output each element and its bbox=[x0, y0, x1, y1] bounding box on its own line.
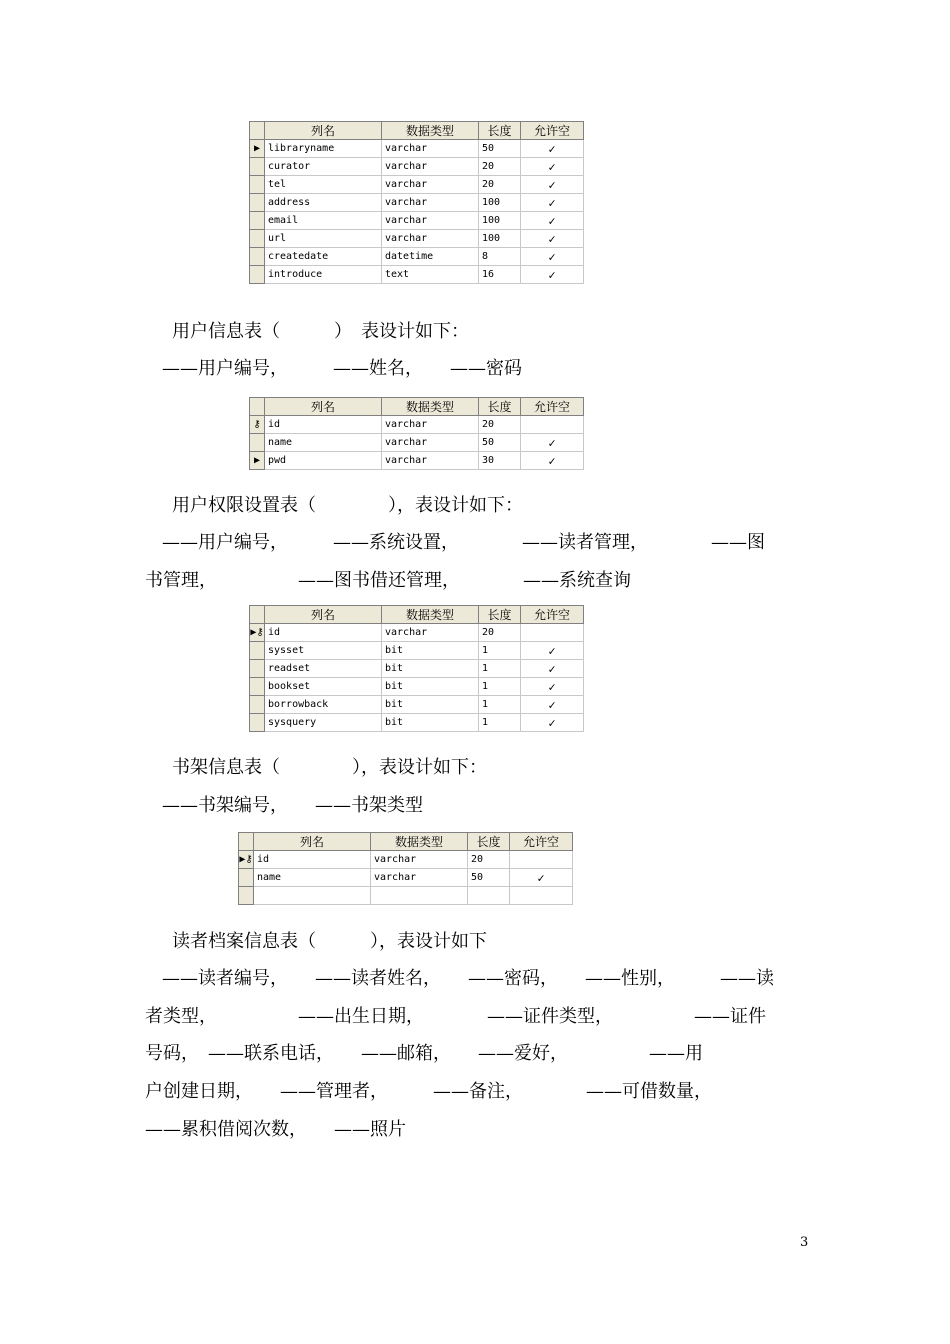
cell-length: 50 bbox=[479, 434, 521, 452]
cell-data-type: varchar bbox=[382, 194, 479, 212]
cell-column-name: id bbox=[265, 624, 382, 642]
cell-data-type: varchar bbox=[371, 851, 468, 869]
cell-data-type: varchar bbox=[382, 230, 479, 248]
cell-column-name: sysset bbox=[265, 642, 382, 660]
row-selector bbox=[250, 660, 265, 678]
cell-length: 1 bbox=[479, 660, 521, 678]
checkmark-icon[interactable]: ✓ bbox=[521, 212, 584, 230]
table-row[interactable] bbox=[250, 176, 584, 194]
checkmark-icon[interactable]: ✓ bbox=[521, 140, 584, 158]
cell-data-type: varchar bbox=[382, 452, 479, 470]
table-row[interactable] bbox=[250, 230, 584, 248]
table-row[interactable] bbox=[250, 158, 584, 176]
cell-data-type: bit bbox=[382, 642, 479, 660]
row-selector bbox=[250, 696, 265, 714]
table-row[interactable] bbox=[250, 678, 584, 696]
cell-length[interactable] bbox=[468, 887, 510, 905]
table-row[interactable] bbox=[250, 212, 584, 230]
table-row[interactable] bbox=[250, 452, 584, 470]
row-selector bbox=[250, 158, 265, 176]
checkmark-icon[interactable]: ✓ bbox=[521, 660, 584, 678]
cell-data-type: varchar bbox=[382, 140, 479, 158]
table-row[interactable] bbox=[239, 869, 573, 887]
shelf-table-fields: ——书架编号， ——书架类型 bbox=[162, 795, 423, 816]
nullable-cell[interactable] bbox=[510, 851, 573, 869]
row-selector bbox=[250, 642, 265, 660]
nullable-cell[interactable] bbox=[510, 887, 573, 905]
reader-fields-line1: ——读者编号， ——读者姓名， ——密码， ——性别， ——读 bbox=[162, 968, 774, 989]
table-row[interactable] bbox=[250, 194, 584, 212]
page-number: 3 bbox=[800, 1235, 809, 1250]
row-selector-header bbox=[250, 122, 265, 140]
primary-key-arrow-icon: ▶⚷ bbox=[239, 851, 254, 869]
cell-column-name: email bbox=[265, 212, 382, 230]
column-header-name: 列名 bbox=[254, 833, 371, 851]
cell-data-type: bit bbox=[382, 714, 479, 732]
cell-length: 20 bbox=[479, 624, 521, 642]
cell-data-type: varchar bbox=[382, 212, 479, 230]
cell-data-type[interactable] bbox=[371, 887, 468, 905]
cell-data-type: varchar bbox=[382, 158, 479, 176]
column-header-nullable: 允许空 bbox=[521, 122, 584, 140]
checkmark-icon[interactable]: ✓ bbox=[521, 642, 584, 660]
perm-table-title: 用户权限设置表（ ），表设计如下： bbox=[172, 495, 523, 516]
cell-length: 1 bbox=[479, 714, 521, 732]
current-row-arrow-icon: ▶ bbox=[250, 452, 265, 470]
cell-data-type: datetime bbox=[382, 248, 479, 266]
column-header-type: 数据类型 bbox=[382, 122, 479, 140]
column-header-nullable: 允许空 bbox=[521, 606, 584, 624]
cell-column-name: curator bbox=[265, 158, 382, 176]
table-row[interactable] bbox=[250, 642, 584, 660]
row-selector-header bbox=[250, 606, 265, 624]
user-table-fields: ——用户编号， ——姓名， ——密码 bbox=[162, 358, 522, 379]
row-selector bbox=[250, 194, 265, 212]
cell-column-name: id bbox=[265, 416, 382, 434]
cell-column-name: libraryname bbox=[265, 140, 382, 158]
checkmark-icon[interactable]: ✓ bbox=[510, 869, 573, 887]
cell-length: 100 bbox=[479, 230, 521, 248]
cell-column-name: name bbox=[254, 869, 371, 887]
checkmark-icon[interactable]: ✓ bbox=[521, 176, 584, 194]
column-header-type: 数据类型 bbox=[382, 606, 479, 624]
column-header-name: 列名 bbox=[265, 122, 382, 140]
row-selector bbox=[239, 869, 254, 887]
row-selector-header bbox=[250, 398, 265, 416]
user-table-title: 用户信息表（ ） 表设计如下： bbox=[172, 321, 469, 342]
row-selector bbox=[250, 176, 265, 194]
table-row[interactable] bbox=[250, 714, 584, 732]
row-selector bbox=[250, 266, 265, 284]
cell-length: 50 bbox=[479, 140, 521, 158]
cell-data-type: varchar bbox=[382, 176, 479, 194]
column-header-name: 列名 bbox=[265, 606, 382, 624]
cell-length: 100 bbox=[479, 212, 521, 230]
cell-column-name: url bbox=[265, 230, 382, 248]
cell-column-name: id bbox=[254, 851, 371, 869]
checkmark-icon[interactable]: ✓ bbox=[521, 230, 584, 248]
checkmark-icon[interactable]: ✓ bbox=[521, 158, 584, 176]
cell-length: 100 bbox=[479, 194, 521, 212]
table-row[interactable] bbox=[250, 624, 584, 642]
table-row[interactable] bbox=[250, 140, 584, 158]
column-header-nullable: 允许空 bbox=[521, 398, 584, 416]
bookshelf-table bbox=[238, 832, 573, 905]
row-selector-header bbox=[239, 833, 254, 851]
cell-column-name: readset bbox=[265, 660, 382, 678]
cell-column-name: address bbox=[265, 194, 382, 212]
cell-column-name: name bbox=[265, 434, 382, 452]
cell-column-name: createdate bbox=[265, 248, 382, 266]
cell-column-name: sysquery bbox=[265, 714, 382, 732]
library-info-table bbox=[249, 121, 584, 284]
column-header-type: 数据类型 bbox=[371, 833, 468, 851]
perm-table-fields-line2: 书管理， ——图书借还管理， ——系统查询 bbox=[145, 570, 631, 591]
column-header-length: 长度 bbox=[479, 122, 521, 140]
column-header-name: 列名 bbox=[265, 398, 382, 416]
row-selector bbox=[250, 248, 265, 266]
reader-fields-line2: 者类型， ——出生日期， ——证件类型， ——证件 bbox=[145, 1006, 766, 1027]
nullable-cell[interactable] bbox=[521, 624, 584, 642]
cell-data-type: bit bbox=[382, 696, 479, 714]
checkmark-icon[interactable]: ✓ bbox=[521, 248, 584, 266]
cell-length: 1 bbox=[479, 642, 521, 660]
row-selector bbox=[250, 212, 265, 230]
user-permission-table bbox=[249, 605, 584, 732]
cell-length: 16 bbox=[479, 266, 521, 284]
row-selector bbox=[250, 434, 265, 452]
reader-fields-line3: 号码， ——联系电话， ——邮箱， ——爱好， ——用 bbox=[145, 1043, 703, 1064]
checkmark-icon[interactable]: ✓ bbox=[521, 452, 584, 470]
cell-length: 1 bbox=[479, 696, 521, 714]
column-header-nullable: 允许空 bbox=[510, 833, 573, 851]
cell-data-type: varchar bbox=[382, 624, 479, 642]
checkmark-icon[interactable]: ✓ bbox=[521, 434, 584, 452]
primary-key-arrow-icon: ▶⚷ bbox=[250, 624, 265, 642]
table-row[interactable] bbox=[250, 434, 584, 452]
table-row[interactable] bbox=[250, 696, 584, 714]
row-selector bbox=[239, 887, 254, 905]
checkmark-icon[interactable]: ✓ bbox=[521, 714, 584, 732]
checkmark-icon[interactable]: ✓ bbox=[521, 266, 584, 284]
cell-length: 30 bbox=[479, 452, 521, 470]
cell-length: 20 bbox=[479, 416, 521, 434]
primary-key-icon: ⚷ bbox=[250, 416, 265, 434]
user-info-table bbox=[249, 397, 584, 470]
shelf-table-title: 书架信息表（ ），表设计如下： bbox=[172, 757, 487, 778]
column-header-length: 长度 bbox=[479, 606, 521, 624]
cell-length: 20 bbox=[468, 851, 510, 869]
table-row-empty[interactable] bbox=[239, 887, 573, 905]
cell-column-name: introduce bbox=[265, 266, 382, 284]
cell-length: 1 bbox=[479, 678, 521, 696]
cell-column-name: bookset bbox=[265, 678, 382, 696]
column-header-length: 长度 bbox=[468, 833, 510, 851]
cell-length: 50 bbox=[468, 869, 510, 887]
cell-column-name: pwd bbox=[265, 452, 382, 470]
checkmark-icon[interactable]: ✓ bbox=[521, 194, 584, 212]
perm-table-fields-line1: ——用户编号， ——系统设置， ——读者管理， ——图 bbox=[162, 532, 765, 553]
cell-column-name: borrowback bbox=[265, 696, 382, 714]
table-row[interactable] bbox=[250, 416, 584, 434]
cell-data-type: varchar bbox=[371, 869, 468, 887]
row-selector bbox=[250, 678, 265, 696]
cell-data-type: bit bbox=[382, 660, 479, 678]
cell-length: 20 bbox=[479, 176, 521, 194]
cell-length: 8 bbox=[479, 248, 521, 266]
row-selector bbox=[250, 230, 265, 248]
cell-column-name[interactable] bbox=[254, 887, 371, 905]
cell-data-type: varchar bbox=[382, 416, 479, 434]
cell-data-type: varchar bbox=[382, 434, 479, 452]
reader-fields-line4: 户创建日期， ——管理者， ——备注， ——可借数量， bbox=[145, 1081, 712, 1102]
column-header-length: 长度 bbox=[479, 398, 521, 416]
checkmark-icon[interactable]: ✓ bbox=[521, 678, 584, 696]
table-row[interactable] bbox=[250, 266, 584, 284]
nullable-cell[interactable] bbox=[521, 416, 584, 434]
reader-table-title: 读者档案信息表（ ），表设计如下 bbox=[172, 931, 487, 952]
current-row-arrow-icon: ▶ bbox=[250, 140, 265, 158]
table-row[interactable] bbox=[239, 851, 573, 869]
column-header-type: 数据类型 bbox=[382, 398, 479, 416]
checkmark-icon[interactable]: ✓ bbox=[521, 696, 584, 714]
cell-data-type: bit bbox=[382, 678, 479, 696]
cell-data-type: text bbox=[382, 266, 479, 284]
reader-fields-line5: ——累积借阅次数， ——照片 bbox=[145, 1119, 406, 1140]
row-selector bbox=[250, 714, 265, 732]
cell-length: 20 bbox=[479, 158, 521, 176]
table-row[interactable] bbox=[250, 248, 584, 266]
table1-body bbox=[250, 140, 584, 284]
table-row[interactable] bbox=[250, 660, 584, 678]
cell-column-name: tel bbox=[265, 176, 382, 194]
